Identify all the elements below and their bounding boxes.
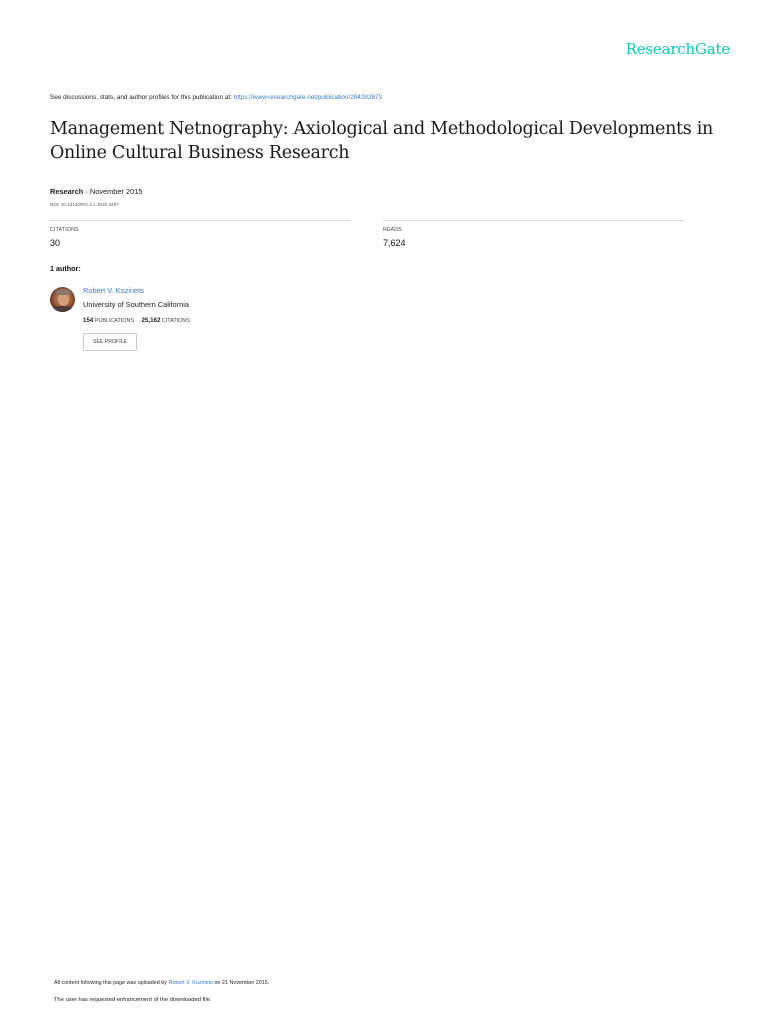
request-note: The user has requested enhancement of the downloaded file. [54, 997, 212, 1003]
avatar-hair [56, 289, 70, 295]
upload-note-suffix: on 21 November 2015. [214, 980, 270, 986]
author-avatar[interactable] [50, 287, 75, 312]
author-name-link[interactable]: Robert V. Kozinets [83, 286, 144, 295]
reads-value: 7,624 [383, 238, 406, 248]
author-publications-count: 154 [83, 317, 94, 324]
author-stats [83, 317, 190, 324]
reads-label: READS [383, 227, 402, 233]
author-publications-label: PUBLICATIONS [94, 318, 134, 324]
author-citations-label: CITATIONS [161, 318, 190, 324]
publication-type: Research [50, 187, 84, 196]
authors-heading: 1 author: [50, 264, 81, 273]
author-citations-count: 25,162 [141, 317, 161, 324]
publication-url-link[interactable]: https://www.researchgate.net/publication/284282873 [233, 94, 383, 101]
upload-note [54, 980, 269, 986]
publication-doi: DOI: 10.13140/RG.2.1.3020.4487 [50, 202, 119, 207]
upload-note-prefix: All content following this page was uploaded by [54, 980, 167, 986]
see-profile-button[interactable]: SEE PROFILE [83, 333, 137, 351]
citations-value: 30 [50, 238, 61, 248]
reads-divider [383, 220, 684, 221]
publication-meta [50, 187, 142, 196]
discussion-line [50, 94, 382, 101]
upload-author-link[interactable]: Robert V. Kozinets [168, 980, 213, 986]
publication-date: · November 2015 [85, 187, 143, 196]
researchgate-logo[interactable]: ResearchGate [625, 40, 730, 58]
citations-label: CITATIONS [50, 227, 79, 233]
publication-title: Management Netnography: Axiological and Methodological Developments in Online Cultural Business Research [50, 119, 714, 163]
discussion-prefix: See discussions, stats, and author profiles for this publication at: [50, 94, 232, 101]
author-institution: University of Southern California [83, 300, 189, 309]
avatar-shirt [52, 306, 73, 312]
citations-divider [50, 220, 350, 221]
